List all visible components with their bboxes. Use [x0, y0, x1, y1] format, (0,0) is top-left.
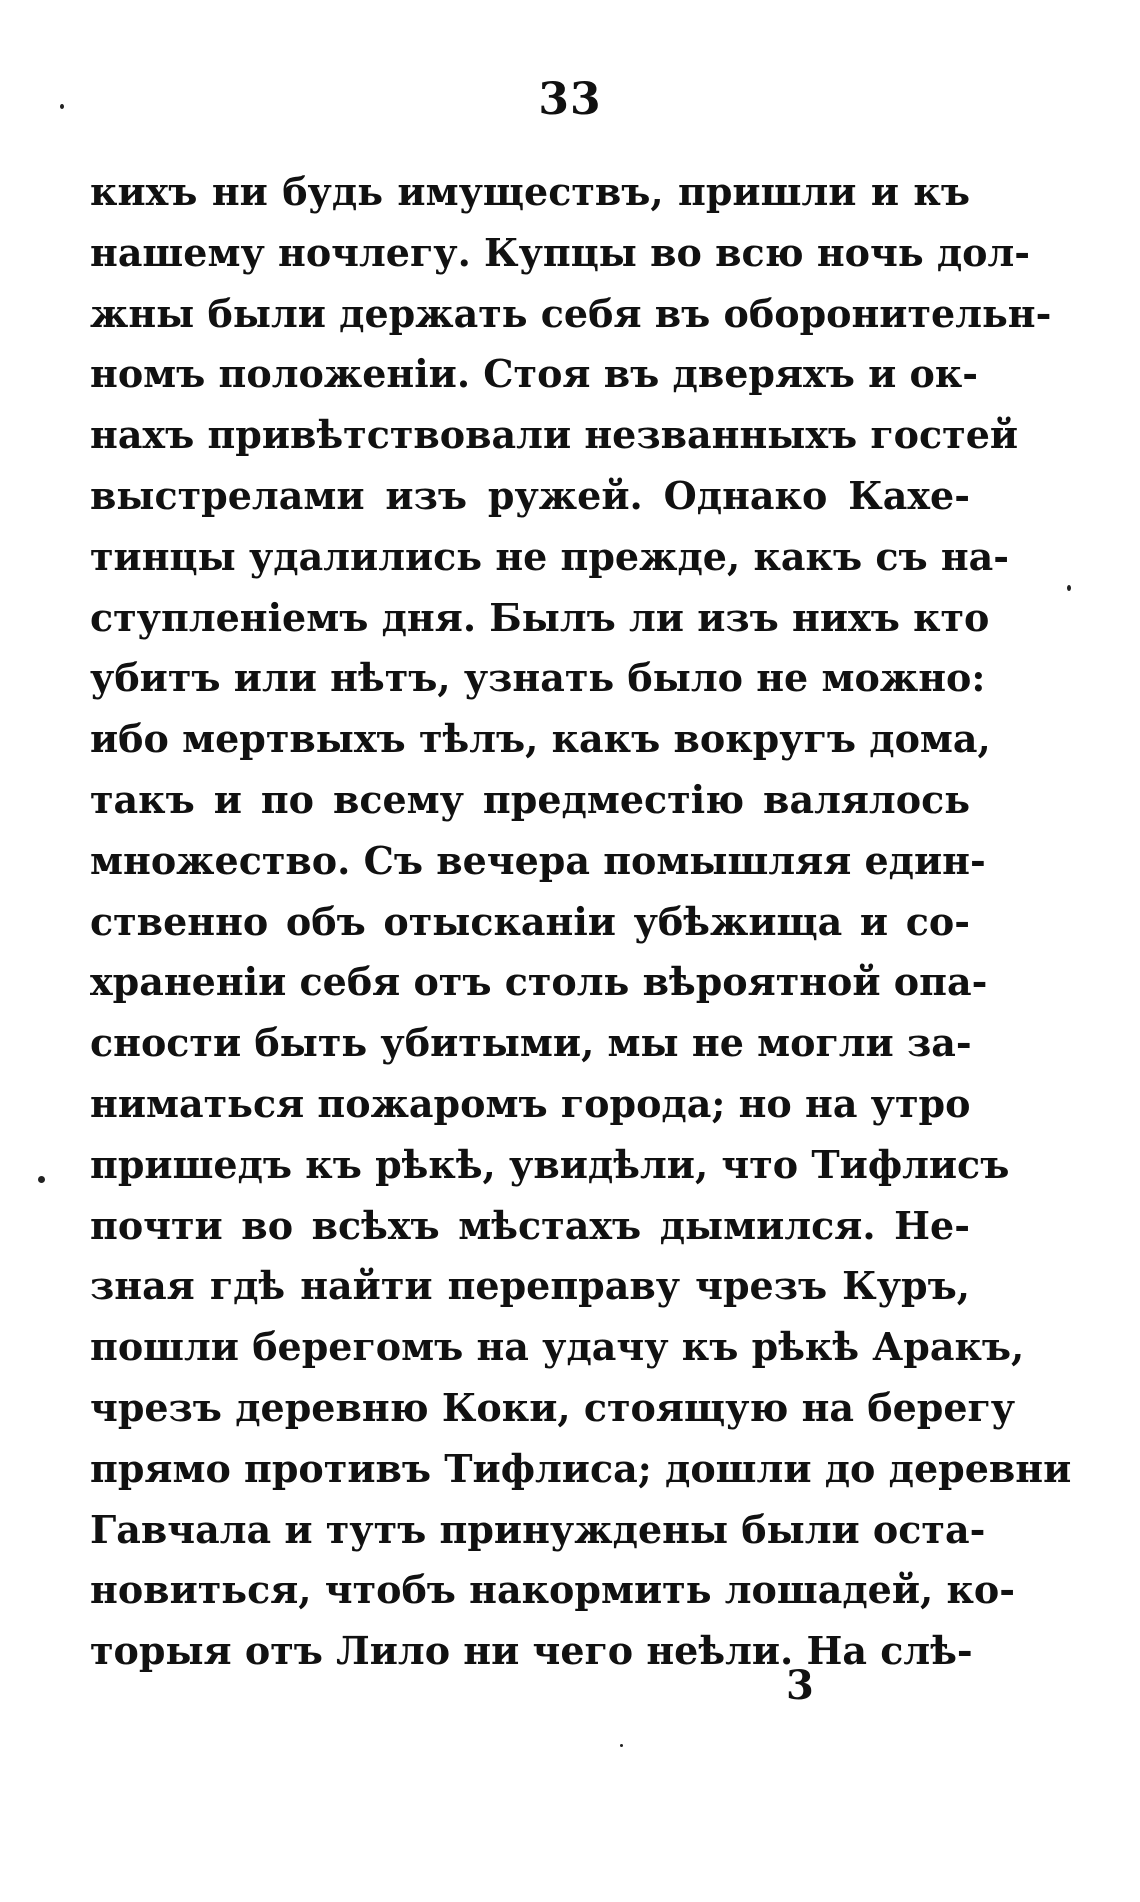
scan-speck [1067, 585, 1071, 591]
text-line: кихъ ни будь имуществъ, пришли и къ [90, 169, 970, 214]
text-line: ниматься пожаромъ города; но на утро [90, 1080, 971, 1126]
text-line: сности быть убитыми, мы не могли за- [90, 1020, 972, 1066]
text-line: торыя отъ Лило ни чего неѣли. На слѣ- [90, 1628, 973, 1674]
page-number: 33 [538, 74, 602, 125]
text-line: выстрелами изъ ружей. Однако Кахе- [90, 472, 970, 518]
text-line: Гавчала и тутъ принуждены были оста- [90, 1506, 986, 1552]
text-line: новиться, чтобъ накормить лошадей, ко- [90, 1567, 1016, 1613]
text-line: убитъ или нѣтъ, узнать было не можно: [90, 655, 986, 701]
text-line: храненіи себя отъ столь вѣроятной опа- [90, 959, 988, 1005]
body-text [90, 162, 1072, 1682]
text-line: чрезъ деревню Коки, стоящую на берегу [90, 1384, 1016, 1430]
scan-speck [60, 104, 64, 109]
scan-speck [38, 1176, 45, 1183]
text-line: тинцы удалились не прежде, какъ съ на- [90, 533, 1010, 579]
text-line: номъ положеніи. Стоя въ дверяхъ и ок- [90, 351, 979, 397]
text-line: нахъ привѣтствовали незванныхъ гостей [90, 412, 1019, 458]
scan-speck [620, 1744, 623, 1747]
text-line: почти во всѣхъ мѣстахъ дымился. Не- [90, 1202, 970, 1248]
text-line: пришедъ къ рѣкѣ, увидѣли, что Тифлисъ [90, 1141, 1010, 1187]
text-line: жны были держать себя въ оборонительн- [90, 290, 1052, 336]
text-line: нашему ночлегу. Купцы во всю ночь дол- [90, 229, 1031, 275]
text-line: ступленіемъ дня. Былъ ли изъ нихъ кто [90, 594, 990, 640]
text-line: множество. Съ вечера помышляя един- [90, 837, 986, 883]
signature-mark: 3 [786, 1662, 814, 1709]
text-line: ственно объ отысканіи убѣжища и со- [90, 898, 970, 944]
text-line: прямо противъ Тифлиса; дошли до деревни [90, 1445, 1072, 1491]
text-line: такъ и по всему предместію валялось [90, 776, 970, 822]
text-line: пошли берегомъ на удачу къ рѣкѣ Аракъ, [90, 1324, 1025, 1370]
text-line: зная гдѣ найти переправу чрезъ Куръ, [90, 1263, 970, 1309]
text-line: ибо мертвыхъ тѣлъ, какъ вокругъ дома, [90, 716, 991, 762]
